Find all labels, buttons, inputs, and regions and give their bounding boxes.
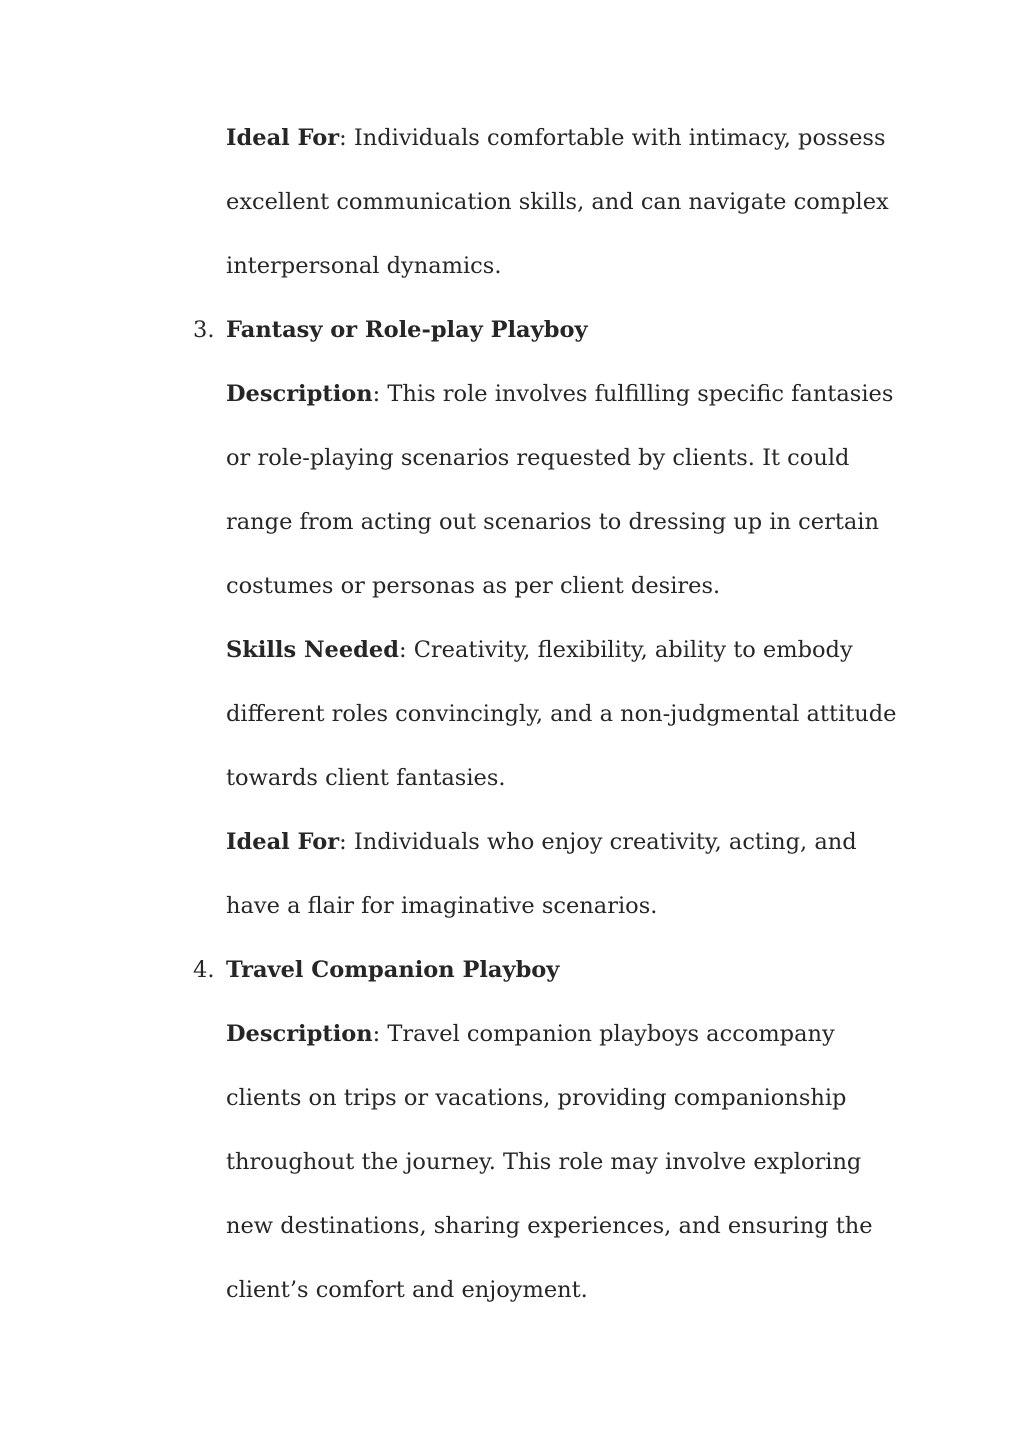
ideal-for-text: : Individuals who enjoy creativity, acting, and [339,829,857,855]
text-line: new destinations, sharing experiences, and ensuring the [226,1213,873,1239]
ideal-for-paragraph [226,106,916,298]
document-content [193,106,916,1322]
list-item-heading [193,298,916,362]
description-text: : This role involves fulfilling specific fantasies [372,381,894,407]
text-line [226,362,916,426]
text-line [226,1002,916,1066]
ideal-for-paragraph [226,810,916,938]
description-text: : Travel companion playboys accompany [372,1021,835,1047]
ideal-for-label: Ideal For [226,829,340,855]
text-line: different roles convincingly, and a non-judgmental attitude [226,701,897,727]
text-line: clients on trips or vacations, providing companionship [226,1085,847,1111]
text-line [226,810,916,874]
text-line: or role-playing scenarios requested by clients. It could [226,445,850,471]
skills-label: Skills Needed [226,637,399,663]
text-line: have a flair for imaginative scenarios. [226,893,658,919]
text-line: client’s comfort and enjoyment. [226,1277,588,1303]
text-line: costumes or personas as per client desires. [226,573,721,599]
list-item-title: Travel Companion Playboy [226,957,560,983]
text-line: interpersonal dynamics. [226,253,502,279]
description-paragraph [226,362,916,618]
skills-text: : Creativity, flexibility, ability to embody [398,637,853,663]
text-line [226,106,916,170]
list-item-heading [193,938,916,1002]
skills-paragraph [226,618,916,810]
list-item-title: Fantasy or Role-play Playboy [226,317,588,343]
text-line: towards client fantasies. [226,765,506,791]
text-line: excellent communication skills, and can navigate complex [226,189,889,215]
description-label: Description [226,381,373,407]
description-label: Description [226,1021,373,1047]
ideal-for-label: Ideal For [226,125,340,151]
text-line: throughout the journey. This role may involve exploring [226,1149,862,1175]
text-line: range from acting out scenarios to dressing up in certain [226,509,879,535]
list-item-number: 3. [193,317,215,343]
text-line [226,618,916,682]
description-paragraph [226,1002,916,1322]
ideal-for-text: : Individuals comfortable with intimacy, possess [339,125,886,151]
list-item-number: 4. [193,957,215,983]
